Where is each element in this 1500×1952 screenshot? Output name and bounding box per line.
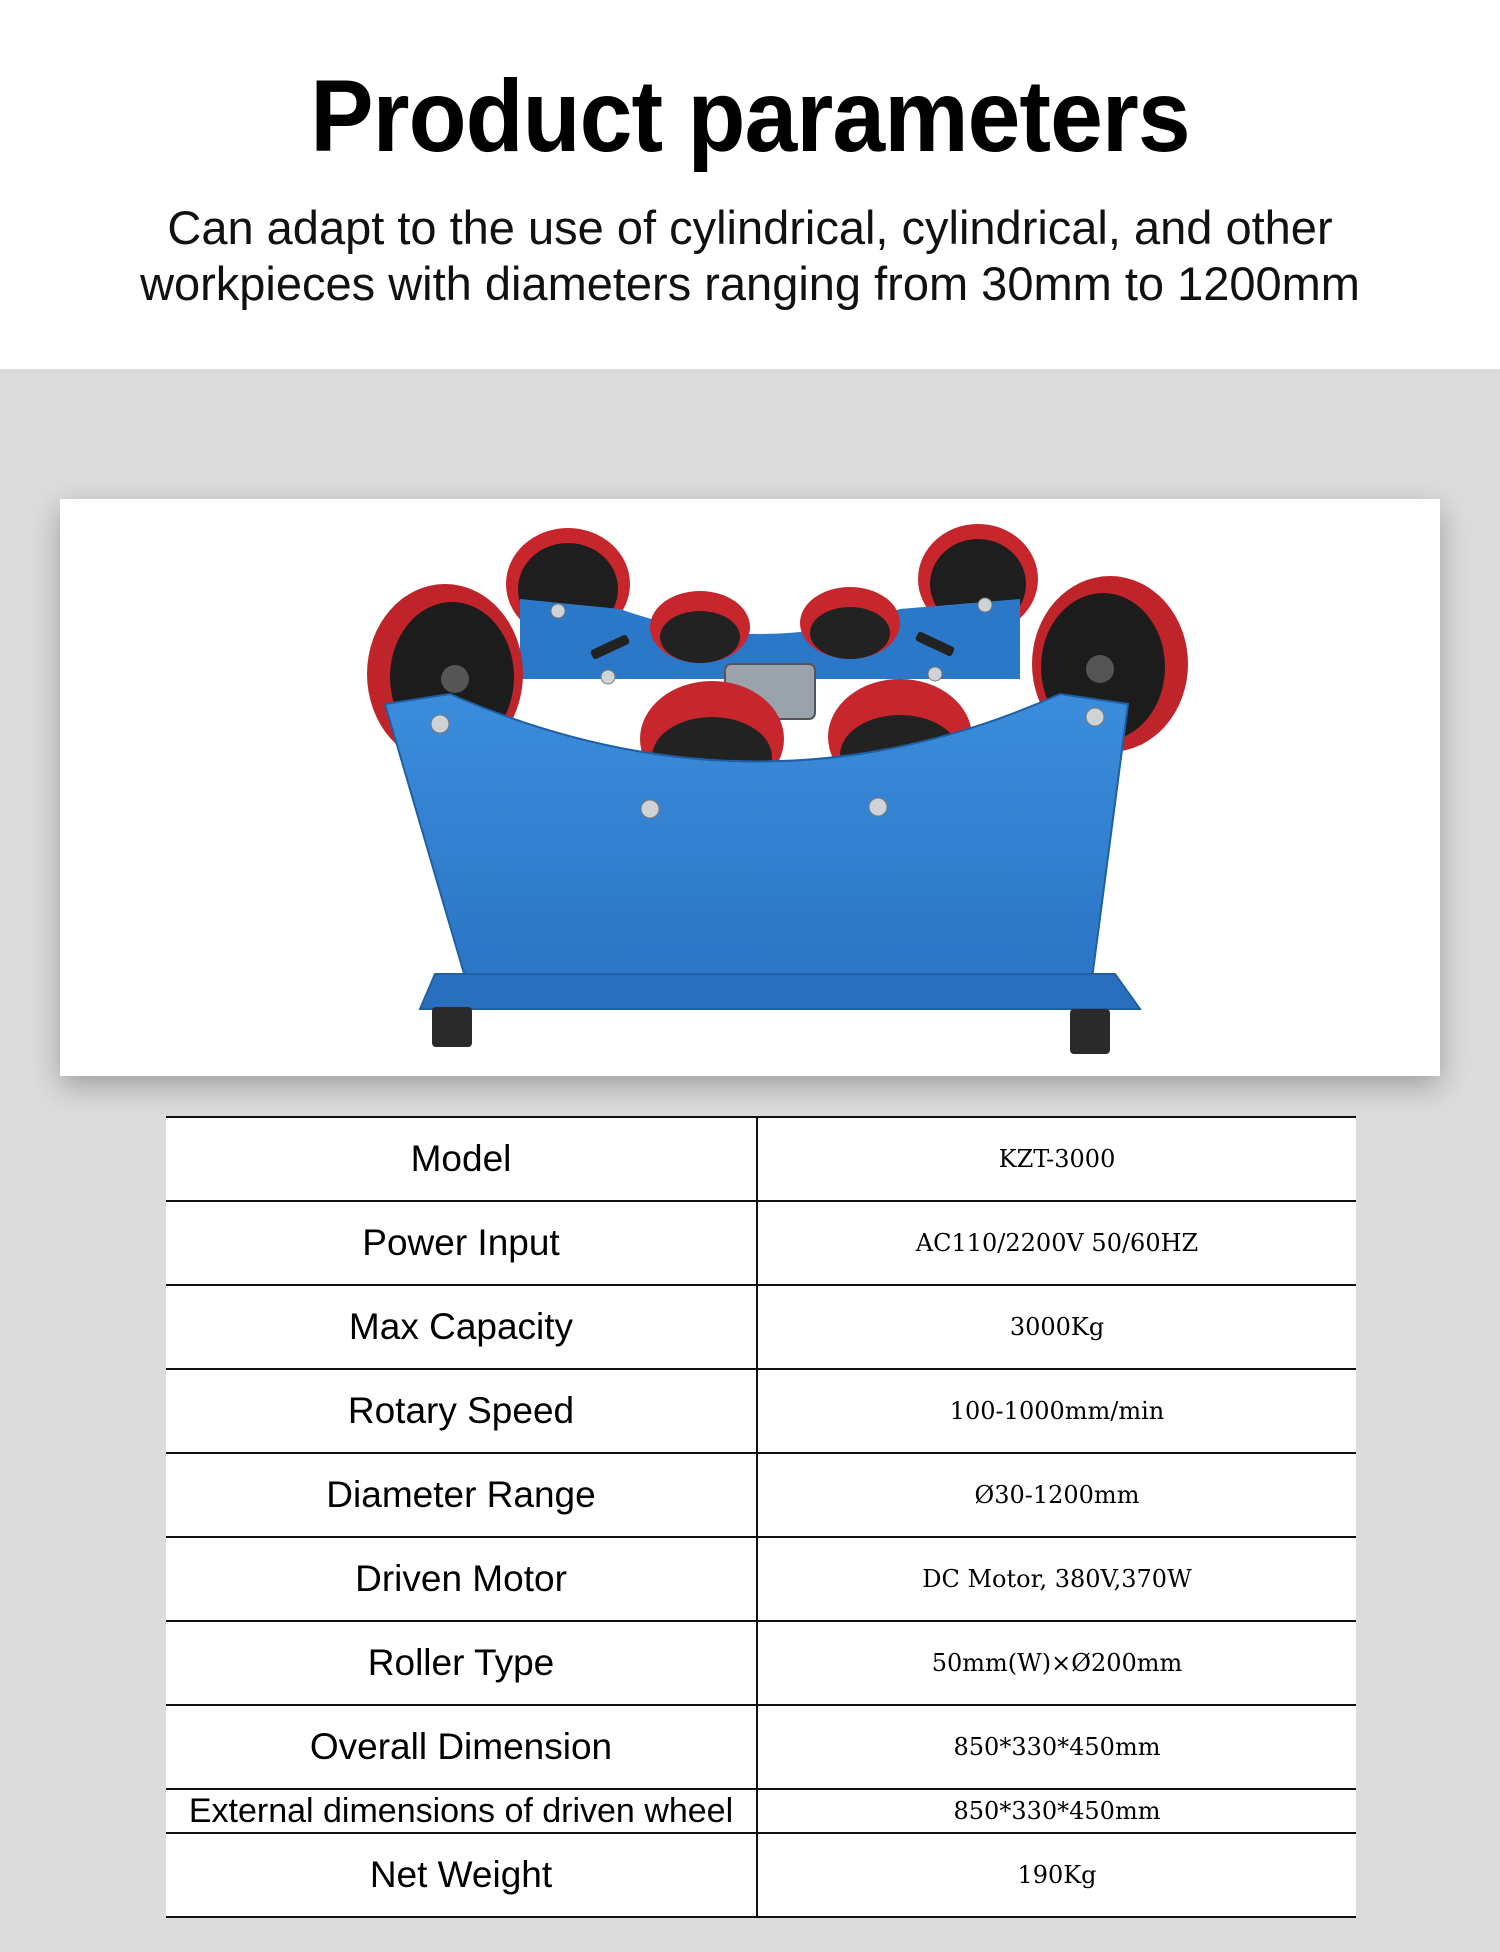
table-row (166, 1285, 1356, 1369)
spec-value: 100-1000mm/min (757, 1369, 1356, 1453)
spec-table (166, 1116, 1356, 1918)
spec-label: Roller Type (166, 1621, 757, 1705)
spec-value: 3000Kg (757, 1285, 1356, 1369)
spec-value: Ø30-1200mm (757, 1453, 1356, 1537)
welding-roller-illustration (60, 499, 1440, 1076)
table-row (166, 1621, 1356, 1705)
spec-label: Power Input (166, 1201, 757, 1285)
product-photo (60, 499, 1440, 1076)
table-row (166, 1789, 1356, 1833)
caster-right (1070, 1009, 1110, 1054)
table-row (166, 1453, 1356, 1537)
page-title: Product parameters (310, 59, 1190, 173)
bolt (431, 715, 449, 733)
header-section (0, 0, 1500, 369)
spec-value: DC Motor, 380V,370W (757, 1537, 1356, 1621)
spec-label: Diameter Range (166, 1453, 757, 1537)
bolt (978, 598, 992, 612)
bolt (551, 604, 565, 618)
spec-value: 50mm(W)×Ø200mm (757, 1621, 1356, 1705)
table-row (166, 1369, 1356, 1453)
spec-label: Overall Dimension (166, 1705, 757, 1789)
spec-label: External dimensions of driven wheel (166, 1789, 757, 1833)
bolt (1086, 708, 1104, 726)
bolt (928, 667, 942, 681)
bolt (641, 800, 659, 818)
inner-roller-back-1 (650, 591, 750, 663)
spec-label: Rotary Speed (166, 1369, 757, 1453)
spec-label: Max Capacity (166, 1285, 757, 1369)
table-row (166, 1705, 1356, 1789)
table-row (166, 1201, 1356, 1285)
spec-value: KZT-3000 (757, 1117, 1356, 1201)
table-row (166, 1833, 1356, 1917)
spec-value: 850*330*450mm (757, 1789, 1356, 1833)
subtitle-line-2: workpieces with diameters ranging from 30mm to 1200mm (140, 257, 1360, 310)
table-row (166, 1117, 1356, 1201)
table-row (166, 1537, 1356, 1621)
spec-value: 850*330*450mm (757, 1705, 1356, 1789)
spec-label: Model (166, 1117, 757, 1201)
bolt (601, 670, 615, 684)
spec-value: AC110/2200V 50/60HZ (757, 1201, 1356, 1285)
subtitle-line-1: Can adapt to the use of cylindrical, cylindrical, and other (167, 201, 1333, 254)
spec-label: Net Weight (166, 1833, 757, 1917)
bolt (869, 798, 887, 816)
page-subtitle (0, 200, 1500, 312)
caster-left (432, 1007, 472, 1047)
spec-label: Driven Motor (166, 1537, 757, 1621)
spec-value: 190Kg (757, 1833, 1356, 1917)
inner-roller-back-2 (800, 587, 900, 659)
base-frame (420, 974, 1140, 1009)
